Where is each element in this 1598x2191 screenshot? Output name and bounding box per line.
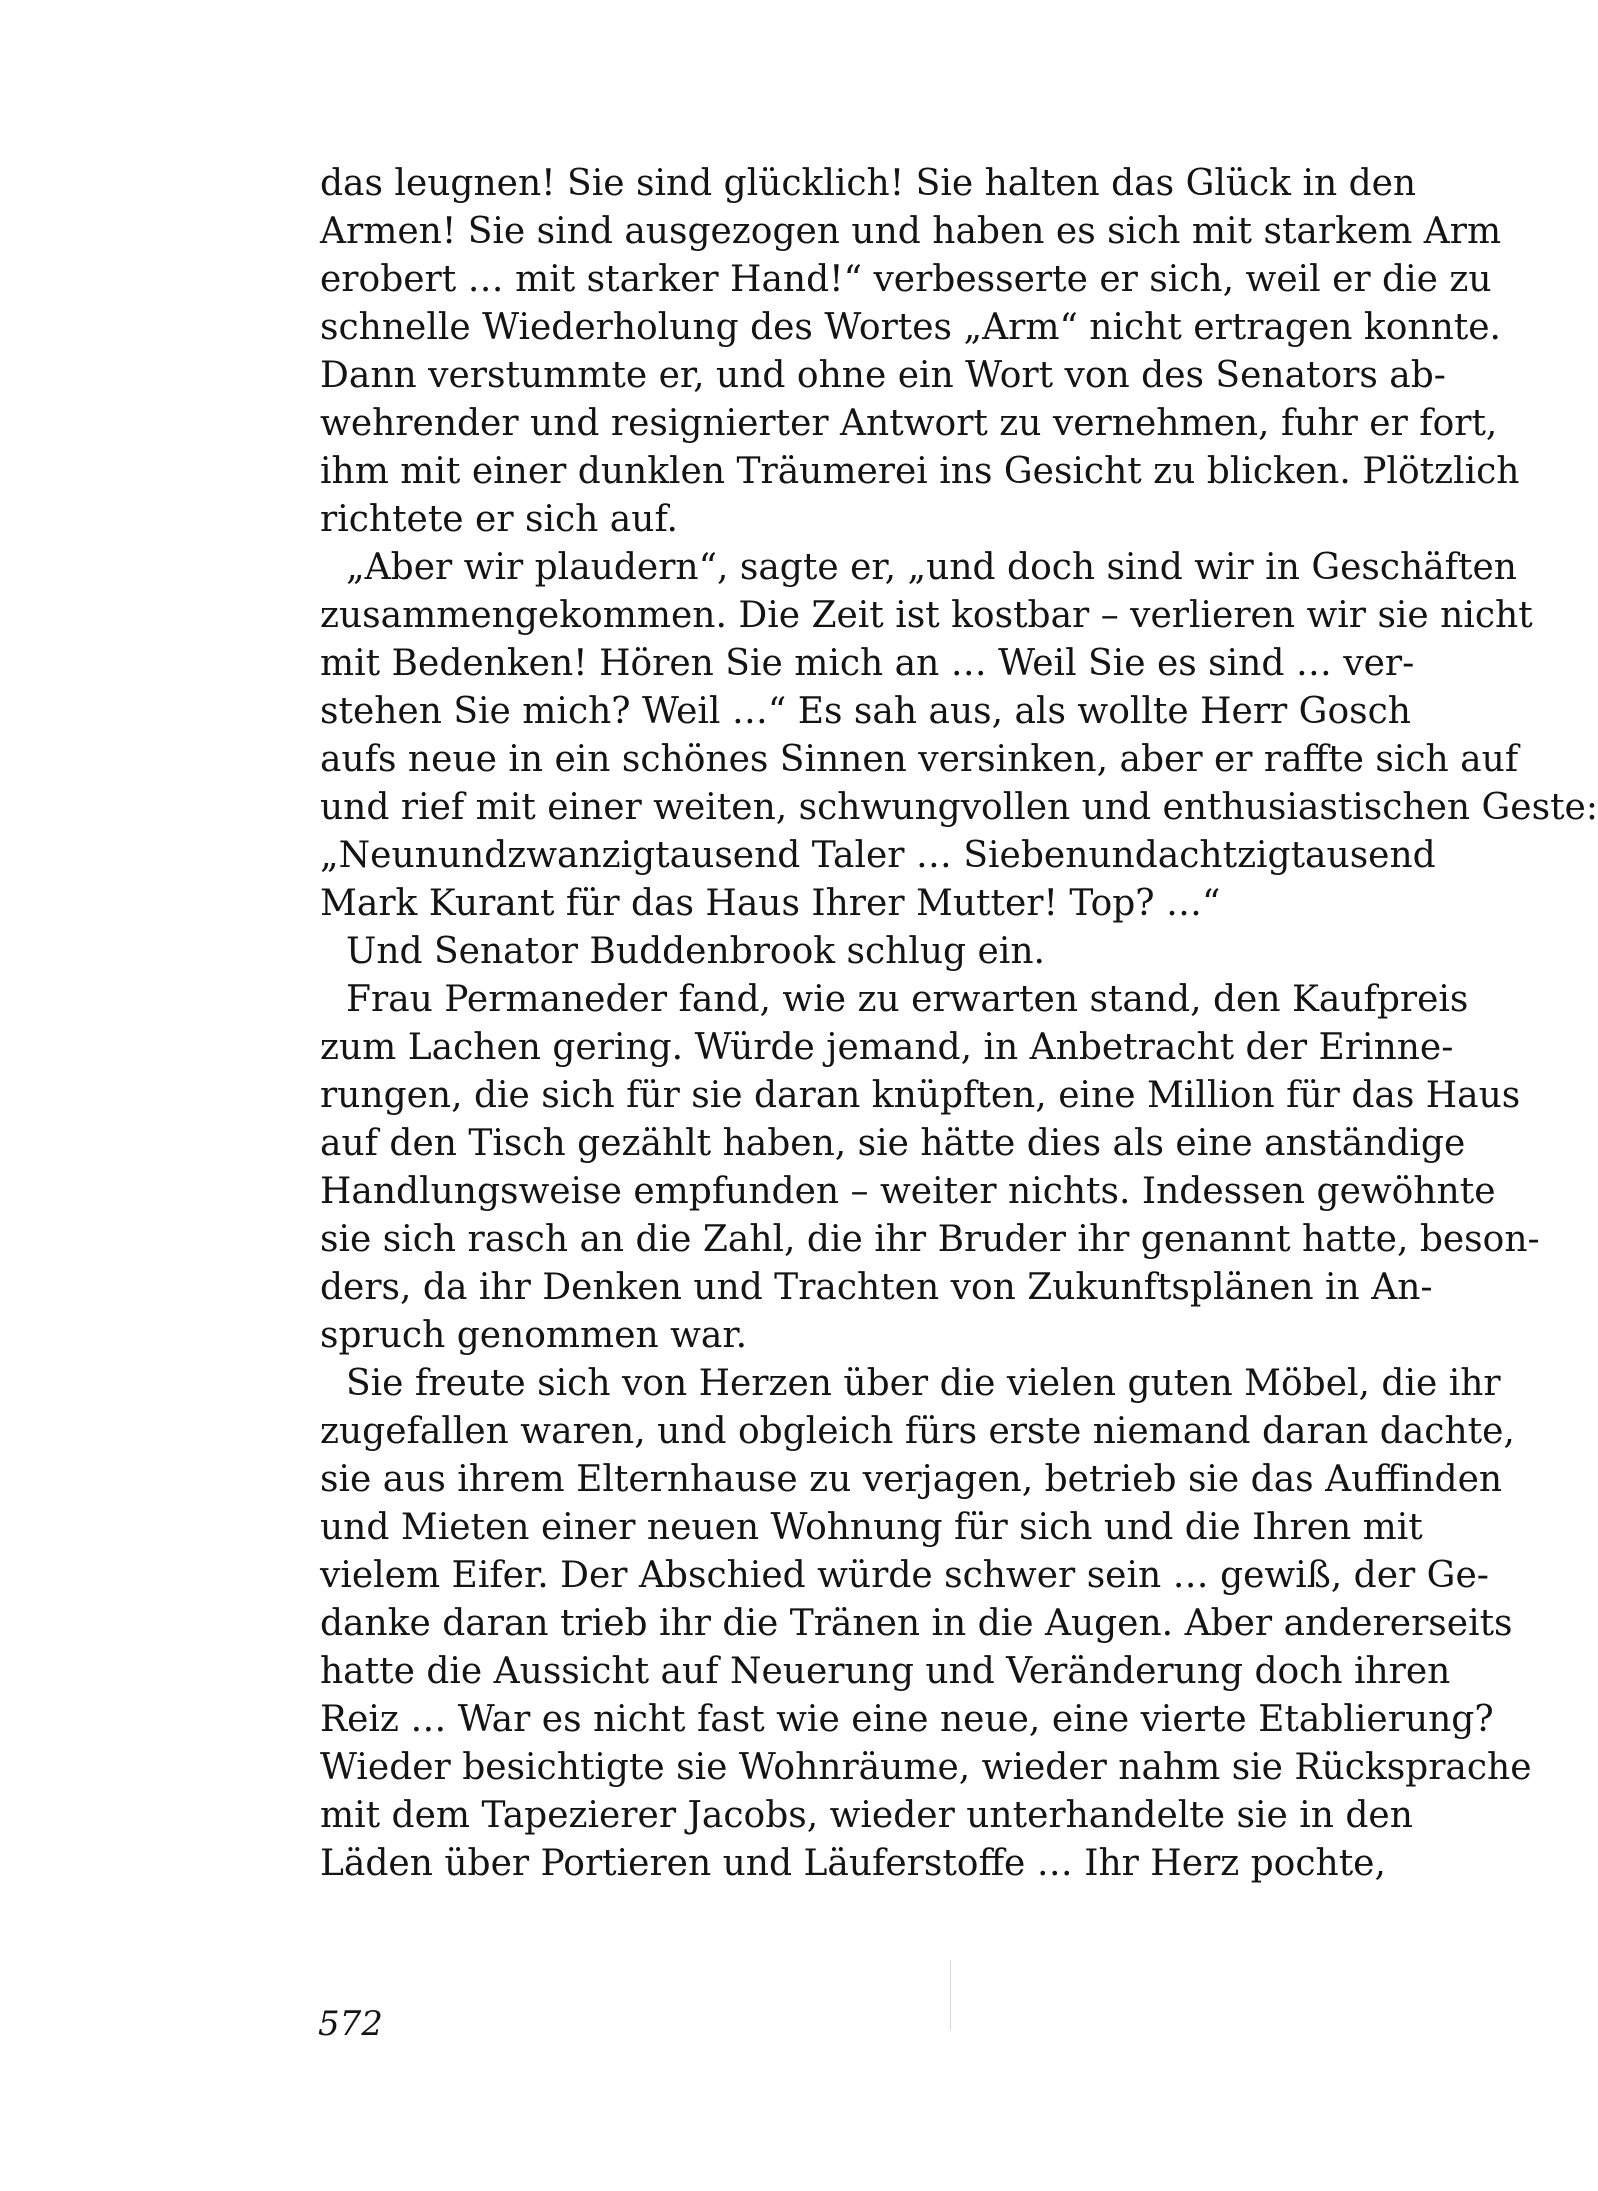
text-line: zum Lachen gering. Würde jemand, in Anbetracht der Erinne- — [320, 1027, 1454, 1068]
text-line: stehen Sie mich? Weil …“ Es sah aus, als wollte Herr Gosch — [320, 691, 1411, 732]
body-text — [320, 160, 1598, 1888]
text-line: Armen! Sie sind ausgezogen und haben es sich mit starkem Arm — [320, 211, 1502, 252]
text-line: ihm mit einer dunklen Träumerei ins Gesicht zu blicken. Plötzlich — [320, 451, 1520, 492]
text-line: ders, da ihr Denken und Trachten von Zukunftsplänen in An- — [320, 1267, 1433, 1308]
text-line: hatte die Aussicht auf Neuerung und Veränderung doch ihren — [320, 1651, 1451, 1692]
text-line: auf den Tisch gezählt haben, sie hätte dies als eine anständige — [320, 1123, 1466, 1164]
text-line: Sie freute sich von Herzen über die vielen guten Möbel, die ihr — [346, 1363, 1501, 1404]
text-line: Frau Permaneder fand, wie zu erwarten stand, den Kaufpreis — [346, 979, 1469, 1020]
text-line: Und Senator Buddenbrook schlug ein. — [346, 931, 1045, 972]
text-line: „Neunundzwanzigtausend Taler … Siebenundachtzigtausend — [320, 835, 1436, 876]
text-line: Mark Kurant für das Haus Ihrer Mutter! Top? …“ — [320, 883, 1221, 924]
text-line: mit dem Tapezierer Jacobs, wieder unterhandelte sie in den — [320, 1795, 1413, 1836]
text-line: sie sich rasch an die Zahl, die ihr Bruder ihr genannt hatte, beson- — [320, 1219, 1540, 1260]
text-line: mit Bedenken! Hören Sie mich an … Weil Sie es sind … ver- — [320, 643, 1415, 684]
text-line: zugefallen waren, und obgleich fürs erste niemand daran dachte, — [320, 1411, 1515, 1452]
text-line: spruch genommen war. — [320, 1315, 748, 1356]
text-line: rungen, die sich für sie daran knüpften, eine Million für das Haus — [320, 1075, 1521, 1116]
text-line: zusammengekommen. Die Zeit ist kostbar – verlieren wir sie nicht — [320, 595, 1533, 636]
page-number: 572 — [318, 2004, 383, 2044]
text-line: vielem Eifer. Der Abschied würde schwer sein … gewiß, der Ge- — [320, 1555, 1489, 1596]
text-line: Dann verstummte er, und ohne ein Wort von des Senators ab- — [320, 355, 1446, 396]
text-line: Handlungsweise empfunden – weiter nichts. Indessen gewöhnte — [320, 1171, 1496, 1212]
text-line: „Aber wir plaudern“, sagte er, „und doch sind wir in Geschäften — [346, 547, 1517, 588]
text-line: danke daran trieb ihr die Tränen in die Augen. Aber andererseits — [320, 1603, 1513, 1644]
text-line: richtete er sich auf. — [320, 499, 678, 540]
text-line: Wieder besichtigte sie Wohnräume, wieder nahm sie Rücksprache — [320, 1747, 1532, 1788]
text-line: und rief mit einer weiten, schwungvollen und enthusiastischen Geste: — [320, 787, 1598, 828]
text-line: schnelle Wiederholung des Wortes „Arm“ nicht ertragen konnte. — [320, 307, 1501, 348]
text-line: Läden über Portieren und Läuferstoffe … Ihr Herz pochte, — [320, 1843, 1386, 1884]
text-line: und Mieten einer neuen Wohnung für sich und die Ihren mit — [320, 1507, 1423, 1548]
text-line: erobert … mit starker Hand!“ verbesserte er sich, weil er die zu — [320, 259, 1492, 300]
text-line: wehrender und resignierter Antwort zu vernehmen, fuhr er fort, — [320, 403, 1498, 444]
text-line: das leugnen! Sie sind glücklich! Sie halten das Glück in den — [320, 163, 1417, 204]
scan-artifact-line — [950, 1960, 951, 2030]
text-line: aufs neue in ein schönes Sinnen versinken, aber er raffte sich auf — [320, 739, 1519, 780]
text-line: Reiz … War es nicht fast wie eine neue, eine vierte Etablierung? — [320, 1699, 1494, 1740]
text-line: sie aus ihrem Elternhause zu verjagen, betrieb sie das Auffinden — [320, 1459, 1503, 1500]
